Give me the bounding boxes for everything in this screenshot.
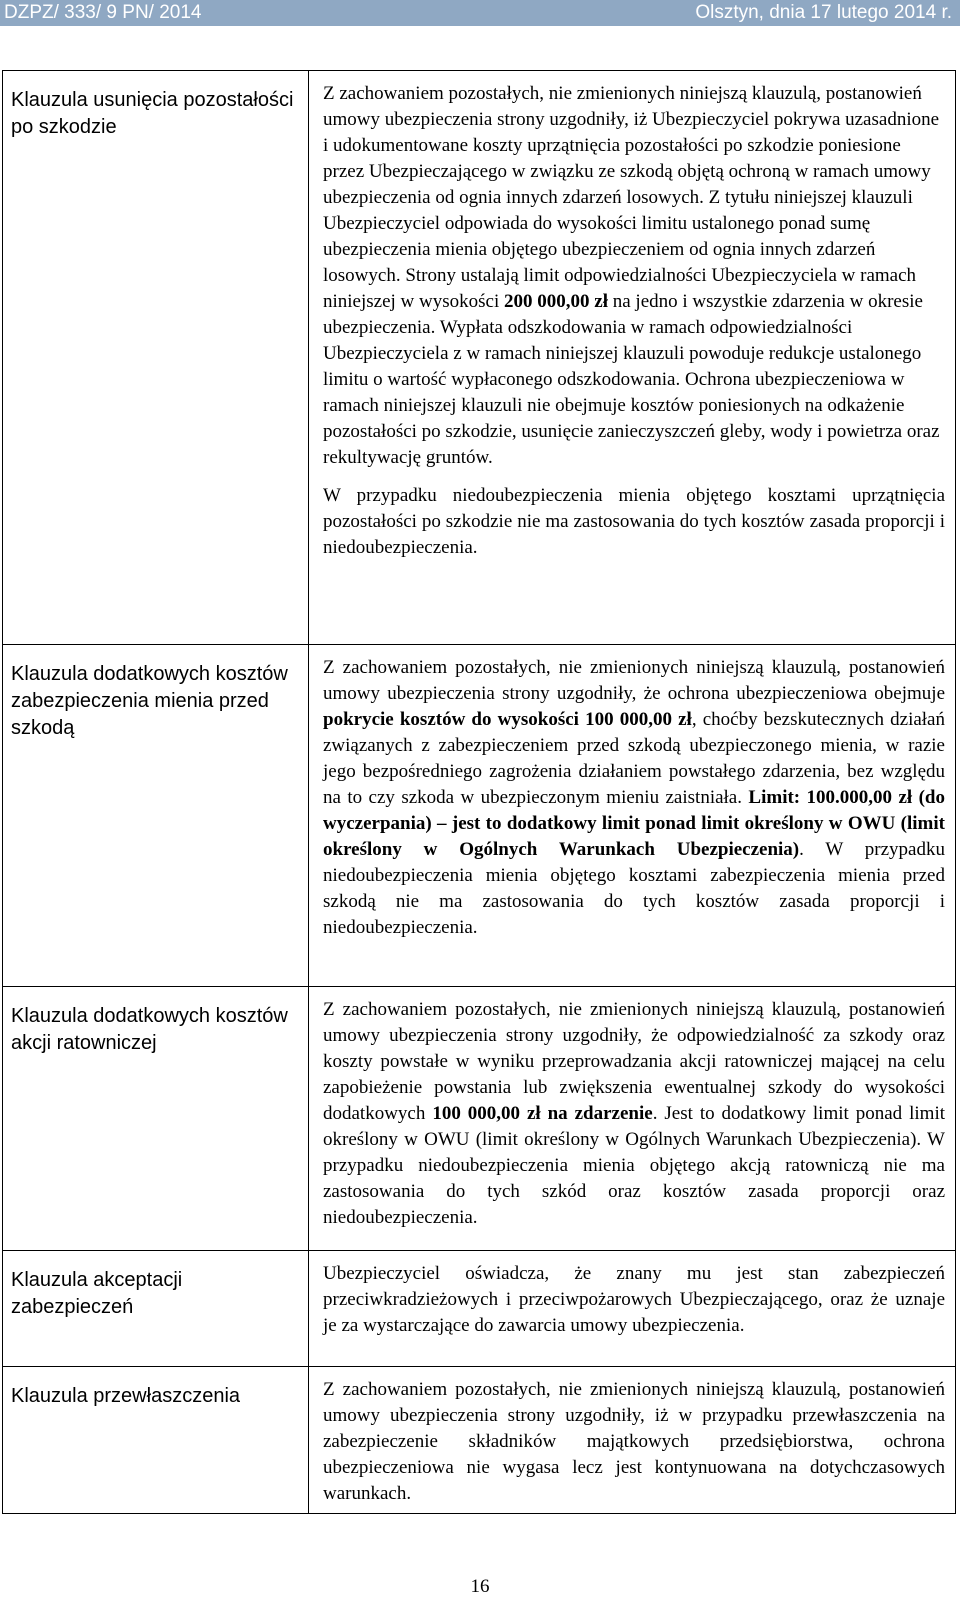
clause-title: Klauzula dodatkowych kosztów akcji ratowniczej xyxy=(3,987,309,1251)
clause-paragraph: Z zachowaniem pozostałych, nie zmienionych niniejszą klauzulą, postanowień umowy ubezpieczenia strony uzgodniły, iż w przypadku przewłaszczenia na zabezpieczenie składników majątkowych przedsiębiorstwa, ochrona ubezpieczeniowa nie wygasa lecz jest kontynuowana na dotychczasowych warunkach. xyxy=(323,1379,945,1504)
page-number: 16 xyxy=(470,1576,490,1597)
clause-paragraph: W przypadku niedoubezpieczenia mienia objętego kosztami uprzątnięcia pozostałości po szkodzie nie ma zastosowania do tych kosztów zasada proporcji i niedoubezpieczenia. xyxy=(323,485,945,558)
clause-row-rescue-costs xyxy=(3,987,956,1251)
clause-body xyxy=(309,1251,956,1367)
clause-row-security-acceptance xyxy=(3,1251,956,1367)
clause-row-protection-costs xyxy=(3,645,956,987)
clause-title: Klauzula dodatkowych kosztów zabezpieczenia mienia przed szkodą xyxy=(3,645,309,987)
clause-row-debris-removal xyxy=(3,71,956,645)
clause-title: Klauzula akceptacji zabezpieczeń xyxy=(3,1251,309,1367)
clause-body xyxy=(309,987,956,1251)
clause-paragraph: Z zachowaniem pozostałych, nie zmienionych niniejszą klauzulą, postanowień umowy ubezpieczenia strony uzgodniły, iż Ubezpieczyciel pokrywa uzasadnione i udokumentowane koszty uprzątnięcia pozostałości po szkodzie poniesione przez Ubezpieczającego w związku ze szkodą objętą ochroną w ramach umowy ubezpieczenia od ognia innych zdarzeń losowych. Z tytułu niniejszej klauzuli Ubezpieczyciel odpowiada do wysokości limitu ustalonego ponad sumę ubezpieczenia mienia objętego ubezpieczeniem od ognia innych zdarzeń losowych. Strony ustalają limit odpowiedzialności Ubezpieczyciela w ramach niniejszej w wysokości 200 000,00 zł na jedno i wszystkie zdarzenia w okresie ubezpieczenia. Wypłata odszkodowania w ramach odpowiedzialności Ubezpieczyciela z w ramach niniejszej klauzuli powoduje redukcje ustalonego limitu o wartość wypłaconego odszkodowania. Ochrona ubezpieczeniowa w ramach niniejszej klauzuli nie obejmuje kosztów poniesionych na odkażenie pozostałości po szkodzie, usunięcie zanieczyszczeń gleby, wody i powietrza oraz rekultywację gruntów. xyxy=(323,83,940,468)
clause-body xyxy=(309,71,956,645)
clause-paragraph: Ubezpieczyciel oświadcza, że znany mu jest stan zabezpieczeń przeciwkradzieżowych i przeciwpożarowych Ubezpieczającego, oraz że uznaje je za wystarczające do zawarcia umowy ubezpieczenia. xyxy=(323,1263,945,1336)
clause-body xyxy=(309,1367,956,1514)
place-and-date: Olsztyn, dnia 17 lutego 2014 r. xyxy=(695,2,952,23)
clause-paragraph: Z zachowaniem pozostałych, nie zmienionych niniejszą klauzulą, postanowień umowy ubezpieczenia strony uzgodniły, że odpowiedzialność za szkody oraz koszty powstałe w wyniku przeprowadzania akcji ratowniczej mającej na celu zapobieżenie powstania lub zwiększenia ewentualnej szkody do wysokości dodatkowych 100 000,00 zł na zdarzenie. Jest to dodatkowy limit ponad limit określony w OWU (limit określony w Ogólnych Warunkach Ubezpieczenia). W przypadku niedoubezpieczenia mienia objętego akcją ratowniczą nie ma zastosowania do tych szkód oraz kosztów zasada proporcji oraz niedoubezpieczenia. xyxy=(323,999,946,1228)
clause-row-transfer-of-ownership xyxy=(3,1367,956,1514)
clauses-table xyxy=(2,70,956,1514)
clause-paragraph: Z zachowaniem pozostałych, nie zmienionych niniejszą klauzulą, postanowień umowy ubezpieczenia strony uzgodniły, że ochrona ubezpieczeniowa obejmuje pokrycie kosztów do wysokości 100 000,00 zł, choćby bezskutecznych działań związanych z zabezpieczeniem przed szkodą ubezpieczonego mienia, w razie jego bezpośredniego zagrożenia działaniem powstałego zdarzenia, bez względu na to czy szkoda w ubezpieczonym mieniu zaistniała. Limit: 100.000,00 zł (do wyczerpania) – jest to dodatkowy limit ponad limit określony w OWU (limit określony w Ogólnych Warunkach Ubezpieczenia). W przypadku niedoubezpieczenia mienia objętego kosztami zabezpieczenia mienia przed szkodą nie ma zastosowania do tych kosztów zasada proporcji i niedoubezpieczenia. xyxy=(323,657,946,938)
document-header-bar xyxy=(0,0,960,26)
clause-body xyxy=(309,645,956,987)
clause-title: Klauzula usunięcia pozostałości po szkodzie xyxy=(3,71,309,645)
clause-title: Klauzula przewłaszczenia xyxy=(3,1367,309,1514)
document-reference: DZPZ/ 333/ 9 PN/ 2014 xyxy=(4,2,202,23)
